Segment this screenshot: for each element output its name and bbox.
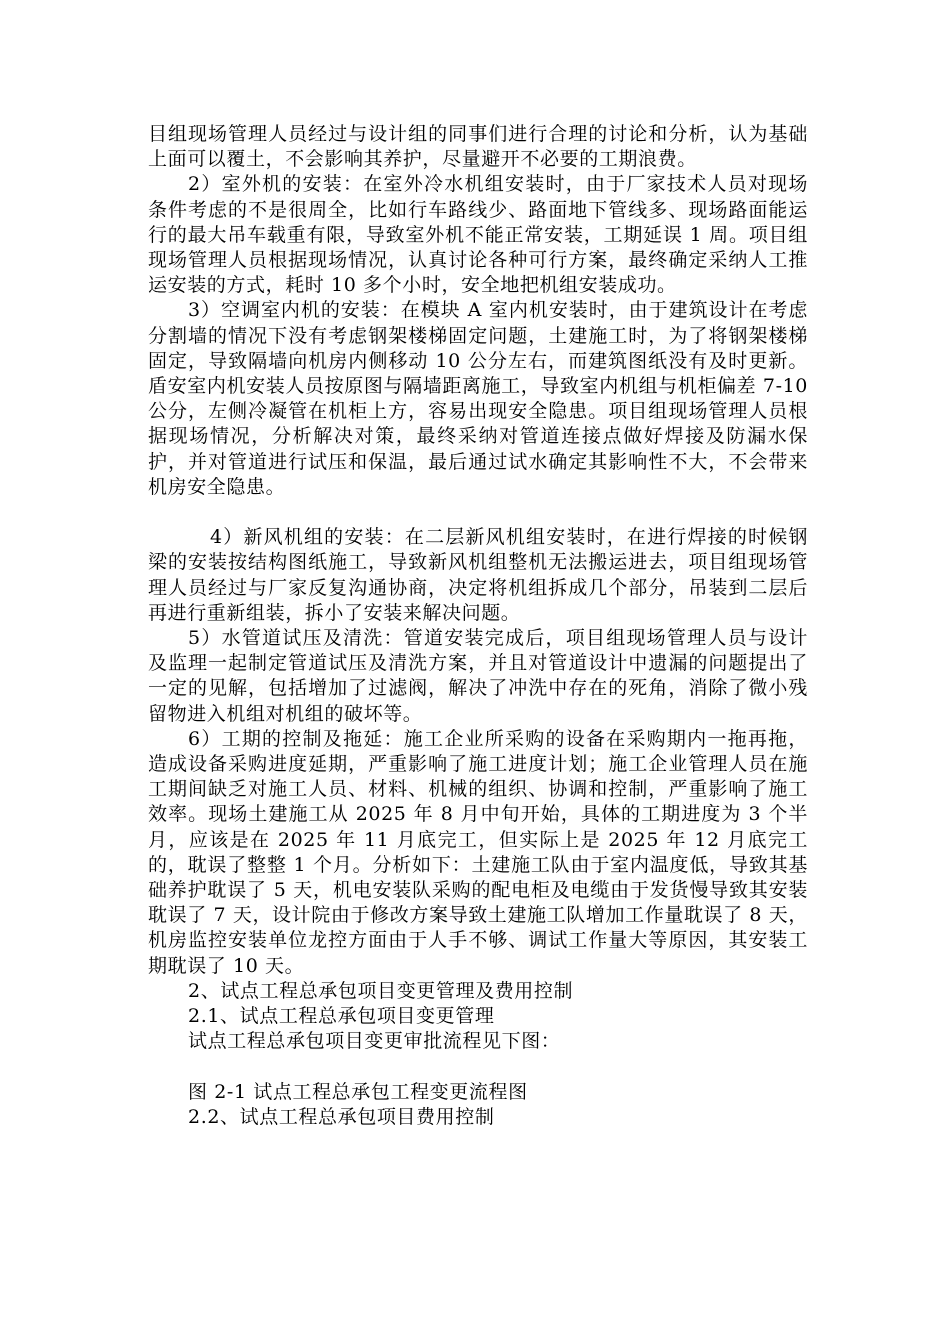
paragraph-pipe-pressure-test: 5）水管道试压及清洗：管道安装完成后，项目组现场管理人员与设计及监理一起制定管道试压及清洗方案，并且对管道设计中遗漏的问题提出了一定的见解，包括增加了过滤阀，解决了冲洗中存在的死角，消除了微小残留物进入机组对机组的破坏等。 bbox=[148, 627, 808, 725]
paragraph-fresh-air-unit-installation: 4）新风机组的安装：在二层新风机组安装时，在进行焊接的时候钢梁的安装按结构图纸施工，导致新风机组整机无法搬运进去，项目组现场管理人员经过与厂家反复沟通协商，决定将机组拆成几个部分，吊装到二层后再进行重新组装，拆小了安装来解决问题。 bbox=[148, 526, 808, 624]
section-heading-2: 2、试点工程总承包项目变更管理及费用控制 bbox=[188, 979, 574, 1002]
section-heading-2-1: 2.1、试点工程总承包项目变更管理 bbox=[188, 1005, 495, 1028]
section-heading-2-2: 2.2、试点工程总承包项目费用控制 bbox=[188, 1105, 495, 1128]
paragraph-indoor-unit-installation: 3）空调室内机的安装：在模块 A 室内机安装时，由于建筑设计在考虑分割墙的情况下没有考虑钢架楼梯固定问题，土建施工时，为了将钢架楼梯固定，导致隔墙向机房内侧移动 10 公分左右，而建筑图纸没有及时更新。盾安室内机安装人员按原图与隔墙距离施工，导致室内机组与机柜偏差 7-10 公分，左侧冷凝管在机柜上方，容易出现安全隐患。项目组现场管理人员根据现场情况，分析解决对策，最终采纳对管道连接点做好焊接及防漏水保护，并对管道进行试压和保温，最后通过试水确定其影响性不大，不会带来机房安全隐患。 bbox=[148, 299, 808, 498]
figure-caption: 图 2-1 试点工程总承包工程变更流程图 bbox=[188, 1080, 528, 1103]
document-body bbox=[148, 122, 808, 1130]
paragraph-continuation: 目组现场管理人员经过与设计组的同事们进行合理的讨论和分析，认为基础上面可以覆土，不会影响其养护，尽量避开不必要的工期浪费。 bbox=[148, 123, 808, 171]
blank-line bbox=[148, 500, 808, 525]
paragraph-outdoor-unit-installation: 2）室外机的安装：在室外冷水机组安装时，由于厂家技术人员对现场条件考虑的不是很周全，比如行车路线少、路面地下管线多、现场路面能运行的最大吊车载重有限，导致室外机不能正常安装，工期延误 1 周。项目组现场管理人员根据现场情况，认真讨论各种可行方案，最终确定采纳人工推运安装的方式，耗时 10 多个小时，安全地把机组安装成功。 bbox=[148, 173, 808, 297]
paragraph-schedule-control: 6）工期的控制及拖延：施工企业所采购的设备在采购期内一拖再拖，造成设备采购进度延期，严重影响了施工进度计划；施工企业管理人员在施工期间缺乏对施工人员、材料、机械的组织、协调和控制，严重影响了施工效率。现场土建施工从 2025 年 8 月中旬开始，具体的工期进度为 3 个半月，应该是在 2025 年 11 月底完工，但实际上是 2025 年 12 月底完工的，耽误了整整 1 个月。分析如下：土建施工队由于室内温度低，导致其基础养护耽误了 5 天，机电安装队采购的配电柜及电缆由于发货慢导致其安装耽误了 7 天，设计院由于修改方案导致土建施工队增加工作量耽误了 8 天，机房监控安装单位龙控方面由于人手不够、调试工作量大等原因，其安装工期耽误了 10 天。 bbox=[148, 727, 808, 977]
figure-placeholder bbox=[148, 1055, 808, 1080]
flow-intro-text: 试点工程总承包项目变更审批流程见下图： bbox=[188, 1030, 561, 1053]
